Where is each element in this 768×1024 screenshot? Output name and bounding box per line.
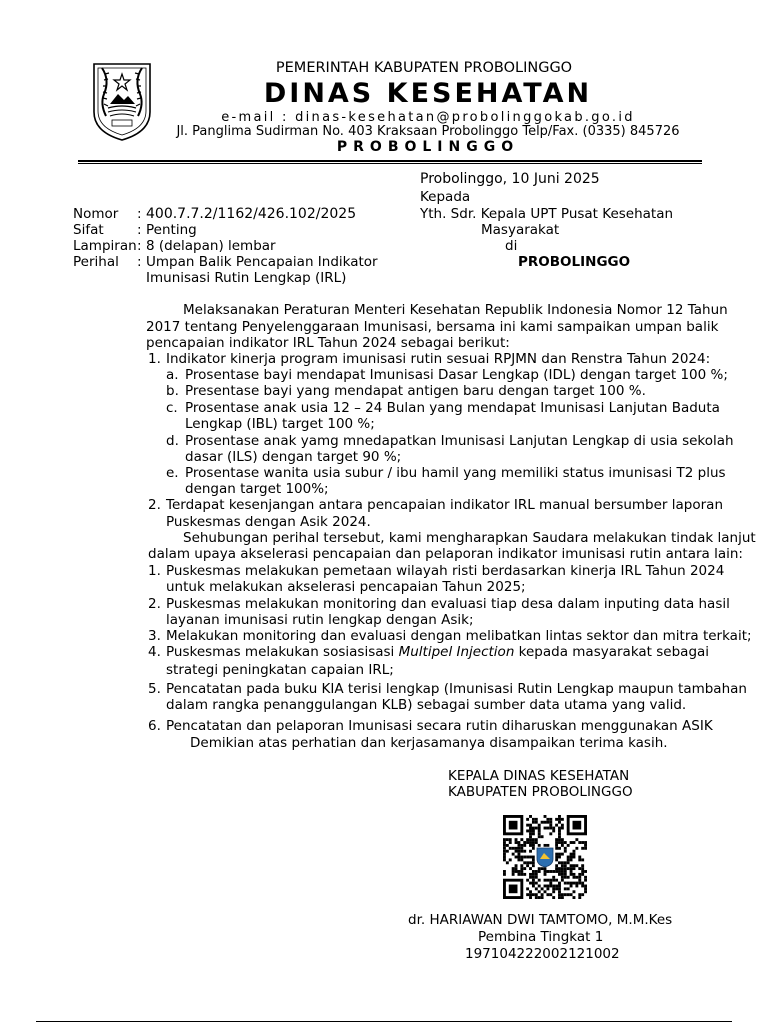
action-5-text-1: Pencatatan pada buku KIA terisi lengkap (Imunisasi Rutin Lengkap maupun tambahan	[166, 681, 747, 697]
qr-code-icon	[500, 815, 590, 899]
action-4-text-a: Puskesmas melakukan sosiasisasi	[166, 644, 399, 660]
action-4-line-1	[166, 644, 710, 661]
point-b-letter: b.	[166, 383, 179, 399]
action-4-text-b: kepada masyarakat sebagai	[514, 644, 710, 660]
intro-line-2: 2017 tentang Penyelenggaraan Imunisasi, bersama ini kami sampaikan umpan balik	[146, 319, 719, 335]
action-5-text-2: dalam rangka penanggulangan KLB) sebagai sumber data utama yang valid.	[166, 697, 687, 713]
point-a-letter: a.	[166, 367, 179, 383]
action-6-text: Pencatatan dan pelaporan Imunisasi secara rutin diharuskan menggunakan ASIK	[166, 718, 713, 734]
signatory-rank: Pembina Tingkat 1	[478, 929, 604, 945]
lampiran-value: 8 (delapan) lembar	[146, 238, 276, 254]
intro-line-1: Melaksanakan Peraturan Menteri Kesehatan Republik Indonesia Nomor 12 Tahun	[183, 302, 728, 318]
nomor-value: 400.7.7.2/1162/426.102/2025	[146, 206, 357, 222]
point-2-number: 2.	[148, 497, 161, 513]
nomor-label: Nomor	[73, 206, 119, 222]
action-4-text-italic: Multipel Injection	[398, 644, 515, 660]
followup-line-2: dalam upaya akselerasi pencapaian dan pelaporan indikator imunisasi rutin antara lain:	[148, 546, 743, 562]
signatory-nip: 197104222002121002	[465, 946, 620, 962]
action-3-number: 3.	[148, 628, 161, 644]
point-2-text-2: Puskesmas dengan Asik 2024.	[166, 514, 371, 530]
letterhead-rule-thin	[78, 163, 702, 164]
recipient-at: di	[505, 238, 518, 254]
lampiran-colon: :	[137, 238, 142, 254]
letter-date: Probolinggo, 10 Juni 2025	[420, 171, 600, 187]
point-c-letter: c.	[166, 400, 178, 416]
signature-title-1: KEPALA DINAS KESEHATAN	[448, 768, 630, 784]
action-5-number: 5.	[148, 681, 161, 697]
recipient-line-1: Yth. Sdr. Kepala UPT Pusat Kesehatan	[420, 206, 674, 222]
letterhead-government: PEMERINTAH KABUPATEN PROBOLINGGO	[275, 60, 573, 76]
sifat-label: Sifat	[73, 222, 104, 238]
action-6-number: 6.	[148, 718, 161, 734]
letterhead-city: PROBOLINGGO	[336, 139, 520, 155]
recipient-kepada: Kepada	[420, 189, 471, 205]
sifat-value: Penting	[146, 222, 197, 238]
point-d-letter: d.	[166, 433, 179, 449]
point-e-letter: e.	[166, 465, 179, 481]
action-2-text-2: layanan imunisasi rutin lengkap dengan Asik;	[166, 612, 474, 628]
letterhead-agency: DINAS KESEHATAN	[263, 78, 593, 109]
perihal-value-1: Umpan Balik Pencapaian Indikator	[146, 254, 378, 270]
recipient-line-2: Masyarakat	[481, 222, 560, 238]
perihal-colon: :	[137, 254, 142, 270]
point-1-number: 1.	[148, 351, 161, 367]
intro-line-3: pencapaian indikator IRL Tahun 2024 sebagai berikut:	[146, 335, 510, 351]
action-1-text-2: untuk melakukan akselerasi pencapaian Tahun 2025;	[166, 579, 526, 595]
nomor-colon: :	[137, 206, 142, 222]
point-1-text: Indikator kinerja program imunisasi rutin sesuai RPJMN dan Renstra Tahun 2024:	[166, 351, 711, 367]
point-a-text: Prosentase bayi mendapat Imunisasi Dasar Lengkap (IDL) dengan target 100 %;	[185, 367, 728, 383]
sifat-colon: :	[137, 222, 142, 238]
perihal-value-2: Imunisasi Rutin Lengkap (IRL)	[146, 270, 347, 286]
point-2-text-1: Terdapat kesenjangan antara pencapaian indikator IRL manual bersumber laporan	[166, 497, 724, 513]
point-c-text-2: Lengkap (IBL) target 100 %;	[185, 416, 375, 432]
action-4-number: 4.	[148, 644, 161, 660]
action-3-text: Melakukan monitoring dan evaluasi dengan melibatkan lintas sektor dan mitra terkait;	[166, 628, 752, 644]
letterhead-rule	[78, 160, 702, 162]
point-e-text-2: dengan target 100%;	[185, 481, 329, 497]
action-4-text-2: strategi peningkatan capaian IRL;	[166, 662, 394, 678]
footer-rule	[36, 1021, 732, 1022]
signature-title-2: KABUPATEN PROBOLINGGO	[448, 784, 633, 800]
followup-line-1: Sehubungan perihal tersebut, kami mengharapkan Saudara melakukan tindak lanjut	[183, 530, 756, 546]
perihal-label: Perihal	[73, 254, 119, 270]
point-d-text-2: dasar (ILS) dengan target 90 %;	[185, 449, 402, 465]
letterhead-address: Jl. Panglima Sudirman No. 403 Kraksaan Probolinggo Telp/Fax. (0335) 845726	[176, 124, 680, 139]
action-1-text-1: Puskesmas melakukan pemetaan wilayah risti berdasarkan kinerja IRL Tahun 2024	[166, 563, 725, 579]
signatory-name: dr. HARIAWAN DWI TAMTOMO, M.M.Kes	[408, 912, 673, 928]
point-d-text-1: Prosentase anak yamg mnedapatkan Imunisasi Lanjutan Lengkap di usia sekolah	[185, 433, 734, 449]
point-b-text: Presentase bayi yang mendapat antigen baru dengan target 100 %.	[185, 383, 646, 399]
point-e-text-1: Prosentase wanita usia subur / ibu hamil yang memiliki status imunisasi T2 plus	[185, 465, 726, 481]
letterhead-email: e-mail : dinas-kesehatan@probolinggokab.go.id	[221, 110, 635, 125]
closing-text: Demikian atas perhatian dan kerjasamanya disampaikan terima kasih.	[190, 735, 668, 751]
action-2-text-1: Puskesmas melakukan monitoring dan evaluasi tiap desa dalam inputing data hasil	[166, 596, 730, 612]
recipient-city: PROBOLINGGO	[518, 254, 631, 270]
action-2-number: 2.	[148, 596, 161, 612]
action-1-number: 1.	[148, 563, 161, 579]
lampiran-label: Lampiran	[73, 238, 137, 254]
point-c-text-1: Prosentase anak usia 12 – 24 Bulan yang mendapat Imunisasi Lanjutan Baduta	[185, 400, 720, 416]
